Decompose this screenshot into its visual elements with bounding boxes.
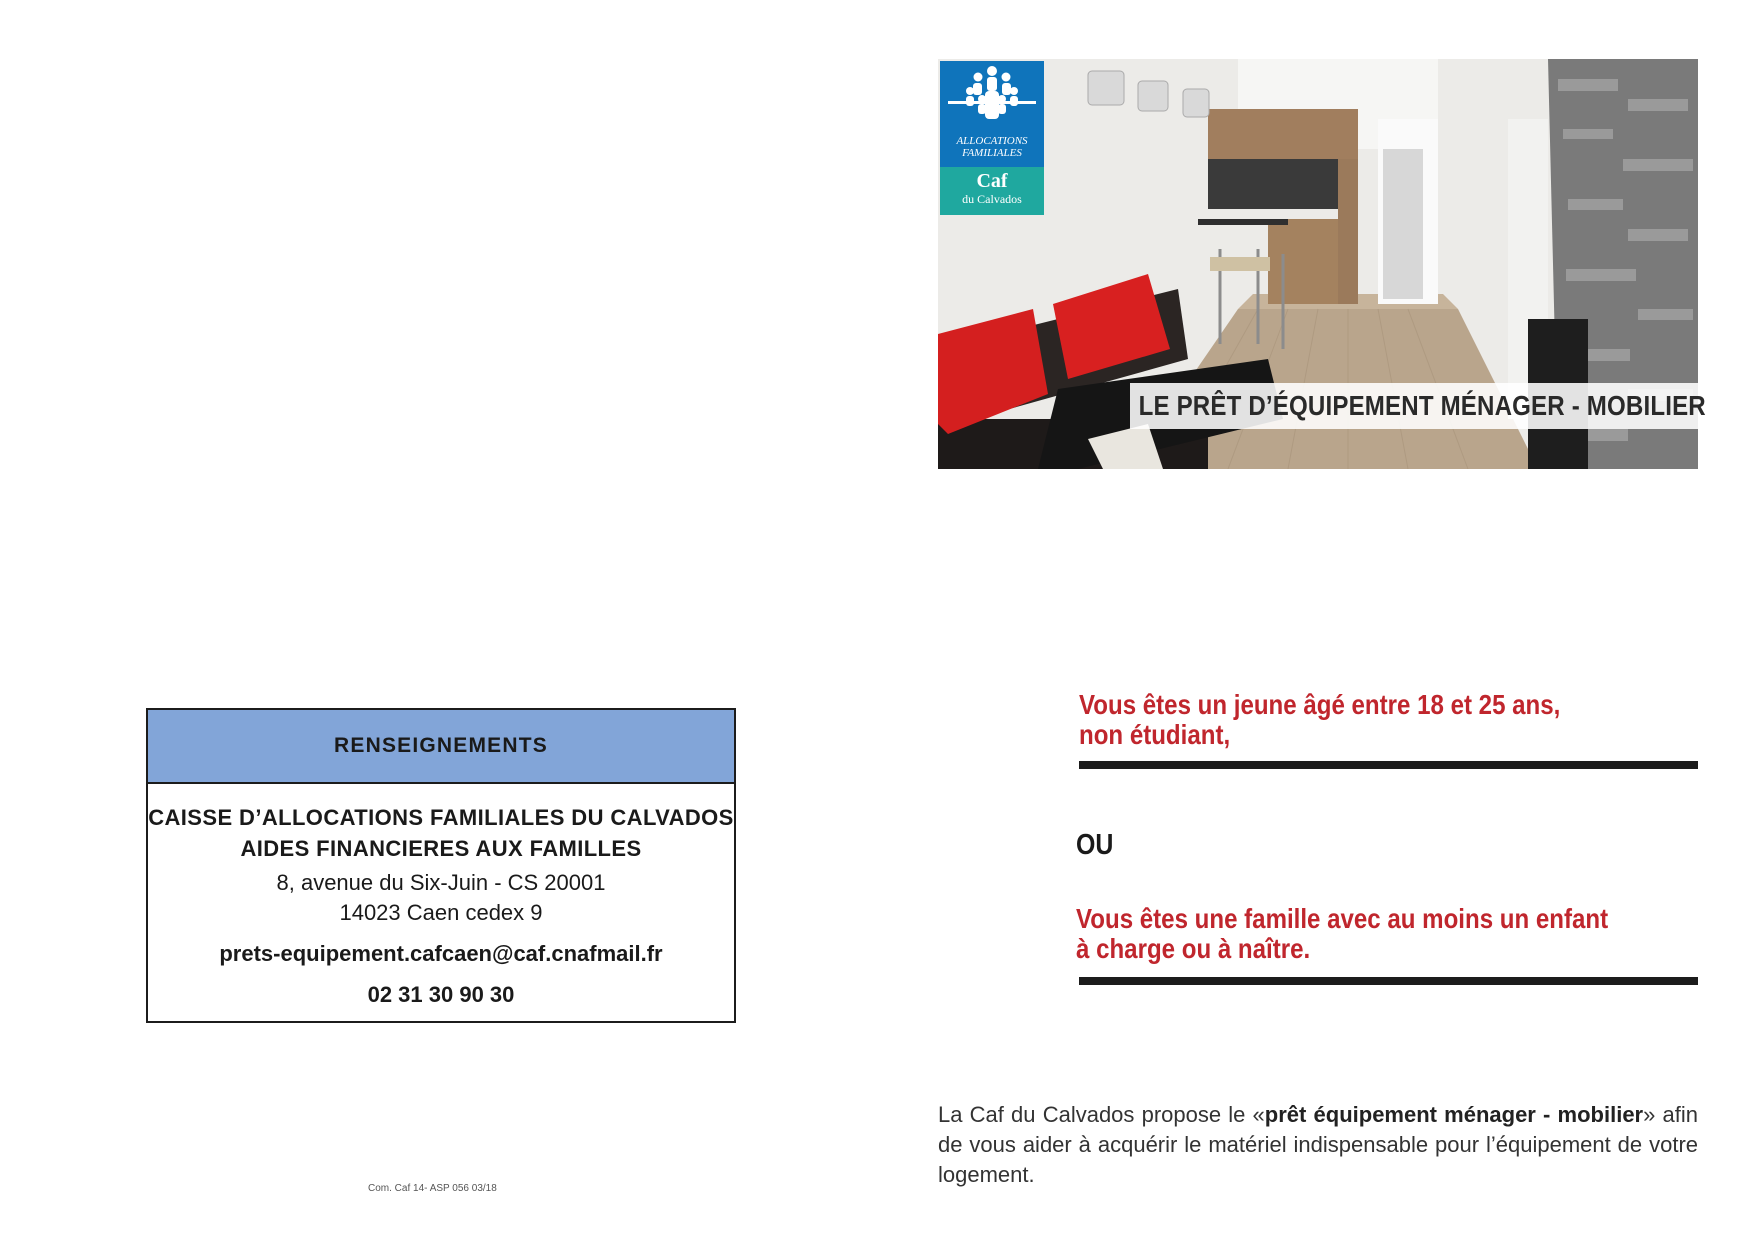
eligibility-young bbox=[1079, 690, 1560, 750]
contact-email[interactable]: prets-equipement.cafcaen@caf.cnafmail.fr bbox=[219, 941, 663, 966]
intro-bold: prêt équipement ménager - mobilier bbox=[1264, 1102, 1644, 1127]
logo-top bbox=[940, 61, 1044, 167]
contact-info-box bbox=[146, 708, 736, 1023]
eligibility-family-line1: Vous êtes une famille avec au moins un enfant bbox=[1076, 903, 1609, 934]
department-name: AIDES FINANCIERES AUX FAMILLES bbox=[240, 836, 642, 861]
logo-brand: Caf bbox=[976, 170, 1008, 192]
intro-paragraph bbox=[938, 1100, 1698, 1190]
address-street: 8, avenue du Six-Juin - CS 20001 bbox=[276, 870, 606, 895]
info-box-header: RENSEIGNEMENTS bbox=[148, 710, 734, 784]
info-box-body bbox=[148, 784, 734, 1010]
intro-part1: La Caf du Calvados propose le « bbox=[938, 1102, 1265, 1127]
organization-name: CAISSE D’ALLOCATIONS FAMILIALES DU CALVADOS bbox=[148, 805, 734, 830]
logo-line2: FAMILIALES bbox=[962, 147, 1022, 159]
logo-bottom bbox=[940, 167, 1044, 215]
caf-logo bbox=[940, 61, 1044, 215]
divider bbox=[1079, 977, 1698, 985]
address-city: 14023 Caen cedex 9 bbox=[339, 900, 543, 925]
or-separator: OU bbox=[1076, 829, 1114, 861]
logo-line1: ALLOCATIONS bbox=[956, 135, 1028, 147]
reference-code: Com. Caf 14- ASP 056 03/18 bbox=[368, 1183, 497, 1194]
divider bbox=[1079, 761, 1698, 769]
family-figures-icon bbox=[940, 61, 1044, 133]
eligibility-family-line2: à charge ou à naître. bbox=[1076, 933, 1311, 964]
eligibility-young-line2: non étudiant, bbox=[1079, 719, 1231, 750]
hero-title: LE PRÊT D’ÉQUIPEMENT MÉNAGER - MOBILIER bbox=[1130, 383, 1713, 429]
eligibility-family bbox=[1076, 904, 1608, 964]
eligibility-young-line1: Vous êtes un jeune âgé entre 18 et 25 ans, bbox=[1079, 689, 1561, 720]
contact-phone[interactable]: 02 31 30 90 30 bbox=[367, 982, 515, 1007]
logo-department: du Calvados bbox=[962, 192, 1022, 206]
intro-part2: » afin de vous aider à acquérir le matériel indispensable pour l’équipement de votre logement. bbox=[938, 1102, 1699, 1187]
